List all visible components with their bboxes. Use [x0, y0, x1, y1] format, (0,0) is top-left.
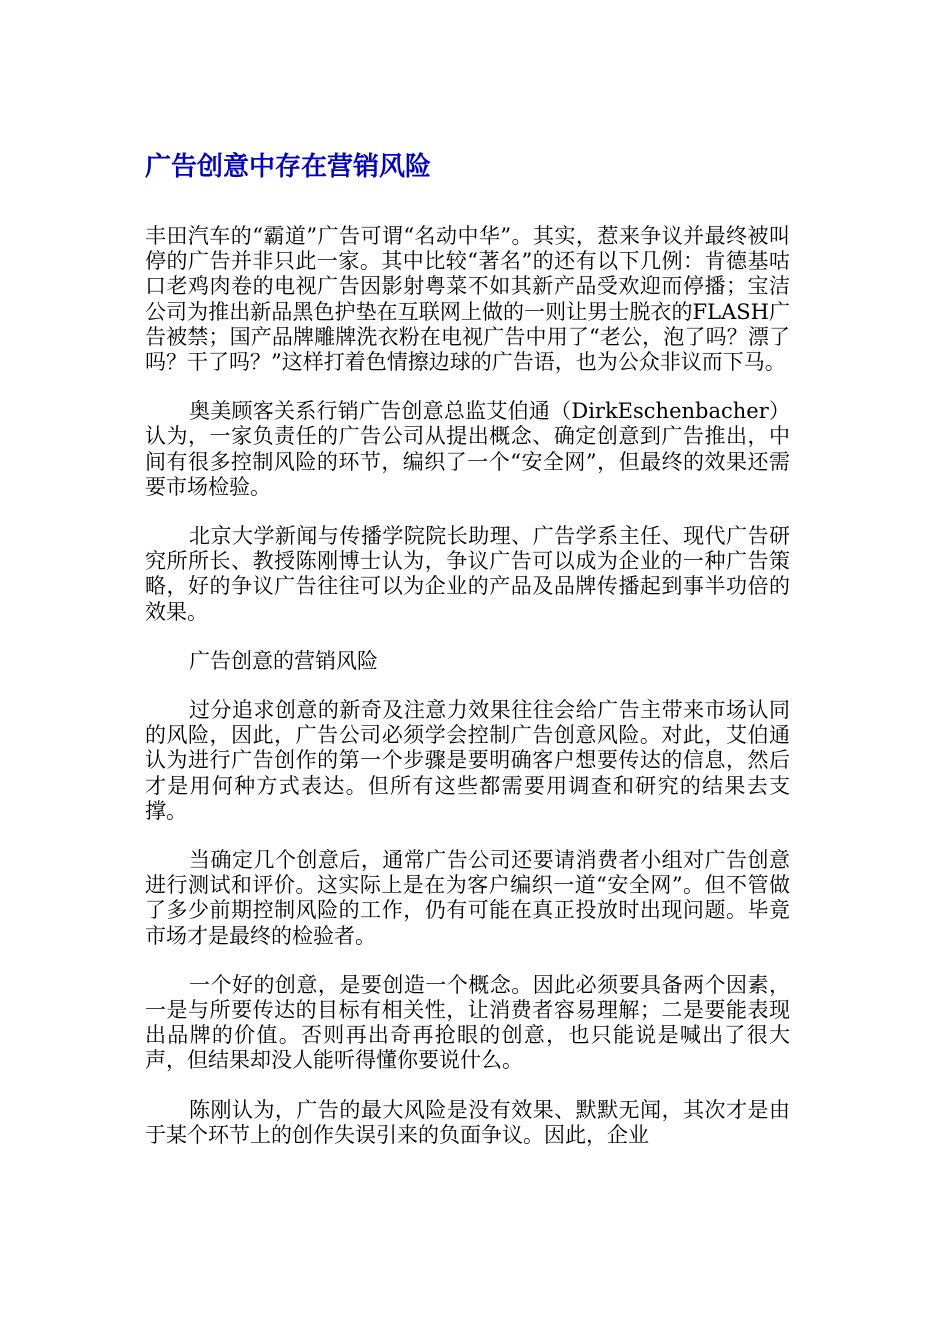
paragraph-consumer-testing: 当确定几个创意后，通常广告公司还要请消费者小组对广告创意进行测试和评价。这实际上是在为客户编织一道“安全网”。但不管做了多少前期控制风险的工作，仍有可能在真正投放时出现问题。毕竟市场才是最终的检验者。 — [145, 848, 790, 948]
paragraph-eschenbacher: 奥美顾客关系行销广告创意总监艾伯通（DirkEschenbacher）认为，一家负责任的广告公司从提出概念、确定创意到广告推出，中间有很多控制风险的环节，编织了一个“安全网”，但最终的效果还需要市场检验。 — [145, 399, 790, 499]
paragraph-good-idea: 一个好的创意，是要创造一个概念。因此必须要具备两个因素，一是与所要传达的目标有相关性，让消费者容易理解；二是要能表现出品牌的价值。否则再出奇再抢眼的创意，也只能说是喊出了很大声，但结果却没人能听得懂你要说什么。 — [145, 972, 790, 1073]
paragraph-intro: 丰田汽车的“霸道”广告可谓“名动中华”。其实，惹来争议并最终被叫停的广告并非只此一家。其中比较“著名”的还有以下几例：肯德基咕口老鸡肉卷的电视广告因影射粤菜不如其新产品受欢迎而停播；宝洁公司为推出新品黑色护垫在互联网上做的一则让男士脱衣的FLASH广告被禁；国产品牌雕牌洗衣粉在电视广告中用了“老公，泡了吗？漂了吗？干了吗？”这样打着色情擦边球的广告语，也为公众非议而下马。 — [145, 224, 790, 375]
paragraph-creative-risk: 过分追求创意的新奇及注意力效果往往会给广告主带来市场认同的风险，因此，广告公司必须学会控制广告创意风险。对此，艾伯通认为进行广告创作的第一个步骤是要明确客户想要传达的信息，然后才是用何种方式表达。但所有这些都需要用调查和研究的结果去支撑。 — [145, 698, 790, 823]
article-title: 广告创意中存在营销风险 — [145, 152, 432, 182]
document-page — [145, 150, 790, 1172]
paragraph-chen-gang: 北京大学新闻与传播学院院长助理、广告学系主任、现代广告研究所所长、教授陈刚博士认为，争议广告可以成为企业的一种广告策略，好的争议广告往往可以为企业的产品及品牌传播起到事半功倍的效果。 — [145, 524, 790, 624]
section-heading: 广告创意的营销风险 — [189, 648, 378, 673]
paragraph-biggest-risk: 陈刚认为，广告的最大风险是没有效果、默默无闻，其次才是由于某个环节上的创作失误引来的负面争议。因此，企业 — [145, 1097, 790, 1147]
